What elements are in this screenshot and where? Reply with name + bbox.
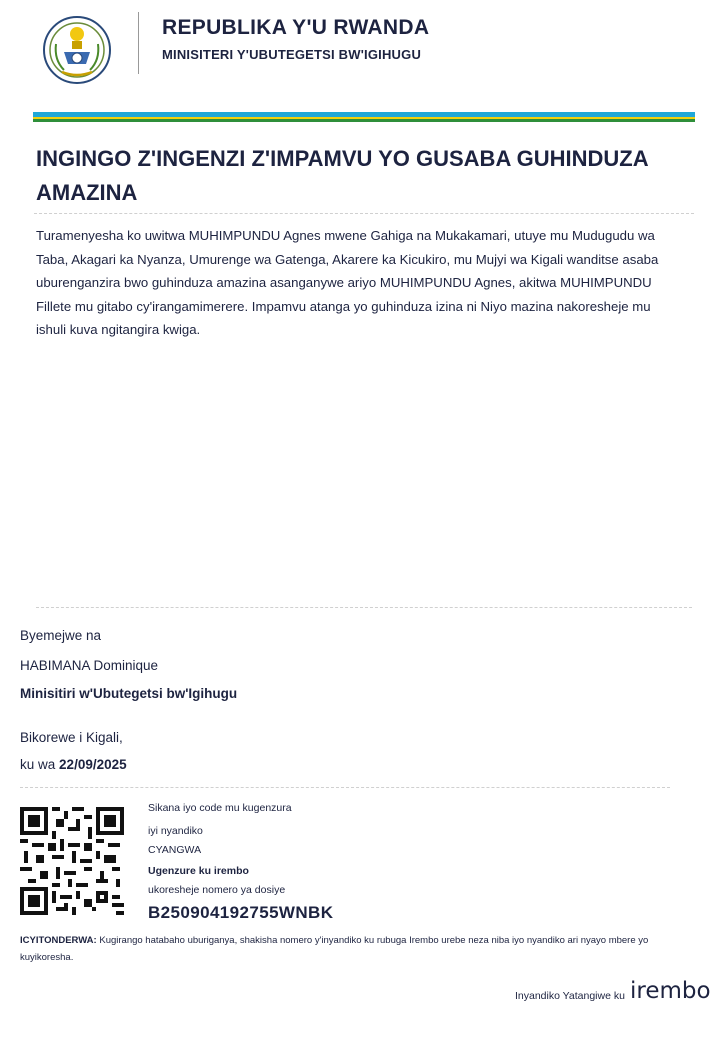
signatory-role: Minisitiri w'Ubutegetsi bw'Igihugu (20, 686, 238, 701)
warning-label: ICYITONDERWA: (20, 935, 97, 946)
divider (34, 213, 694, 214)
republic-title: REPUBLIKA Y'U RWANDA (162, 16, 430, 39)
date-prefix: ku wa (20, 757, 56, 772)
issued-by-label: Inyandiko Yatangiwe ku (515, 990, 625, 1002)
rwanda-coat-of-arms-seal (42, 14, 112, 86)
ministry-subtitle: MINISITERI Y'UBUTEGETSI BW'IGIHUGU (162, 47, 422, 62)
warning-text: Kugirango hatabaho uburiganya, shakisha nomero y'inyandiko ku rubuga Irembo urebe neza niba iyo nyandiko ari nyayo mbere yo kuyikoresha. (20, 935, 649, 963)
file-number-code: B250904192755WNBK (148, 903, 334, 922)
signatory-name: HABIMANA Dominique (20, 658, 159, 673)
or-label: CYANGWA (148, 844, 202, 856)
verification-qr-code (20, 806, 124, 916)
issue-date: 22/09/2025 (59, 757, 127, 772)
file-number-label: ukoresheje nomero ya dosiye (148, 884, 286, 896)
scan-instruction-cont: iyi nyandiko (148, 825, 203, 837)
irembo-logo: irembo (630, 978, 711, 1004)
header-divider (138, 12, 139, 74)
document-body: Turamenyesha ko uwitwa MUHIMPUNDU Agnes mwene Gahiga na Mukakamari, utuye mu Mudugudu wa Taba, Akagari ka Nyanza, Umurenge wa Gatenga, Akarere ka Kicukiro, mu Mujyi wa Kigali wanditse asaba uburenganzira bwo guhinduza amazina asanganywe ariyo MUHIMPUNDU Agnes, akitwa MUHIMPUNDU Fillete mu gitabo cy'irangamimerere. Impamvu atanga yo guhinduza izina ni Niyo mazina nakoresheje mu ishuli kuva ngitangira kwiga. (36, 228, 659, 337)
document-title: INGINGO Z'INGENZI Z'IMPAMVU YO GUSABA GUHINDUZA AMAZINA (36, 146, 648, 205)
warning-note (20, 932, 690, 966)
issue-date-line (20, 757, 127, 772)
scan-instruction: Sikana iyo code mu kugenzura (148, 802, 292, 814)
verify-irembo-label: Ugenzure ku irembo (148, 865, 249, 877)
approved-by-label: Byemejwe na (20, 628, 102, 643)
issue-place: Bikorewe i Kigali, (20, 730, 123, 745)
flag-color-band (33, 112, 695, 124)
divider (36, 607, 692, 608)
divider (20, 787, 670, 788)
